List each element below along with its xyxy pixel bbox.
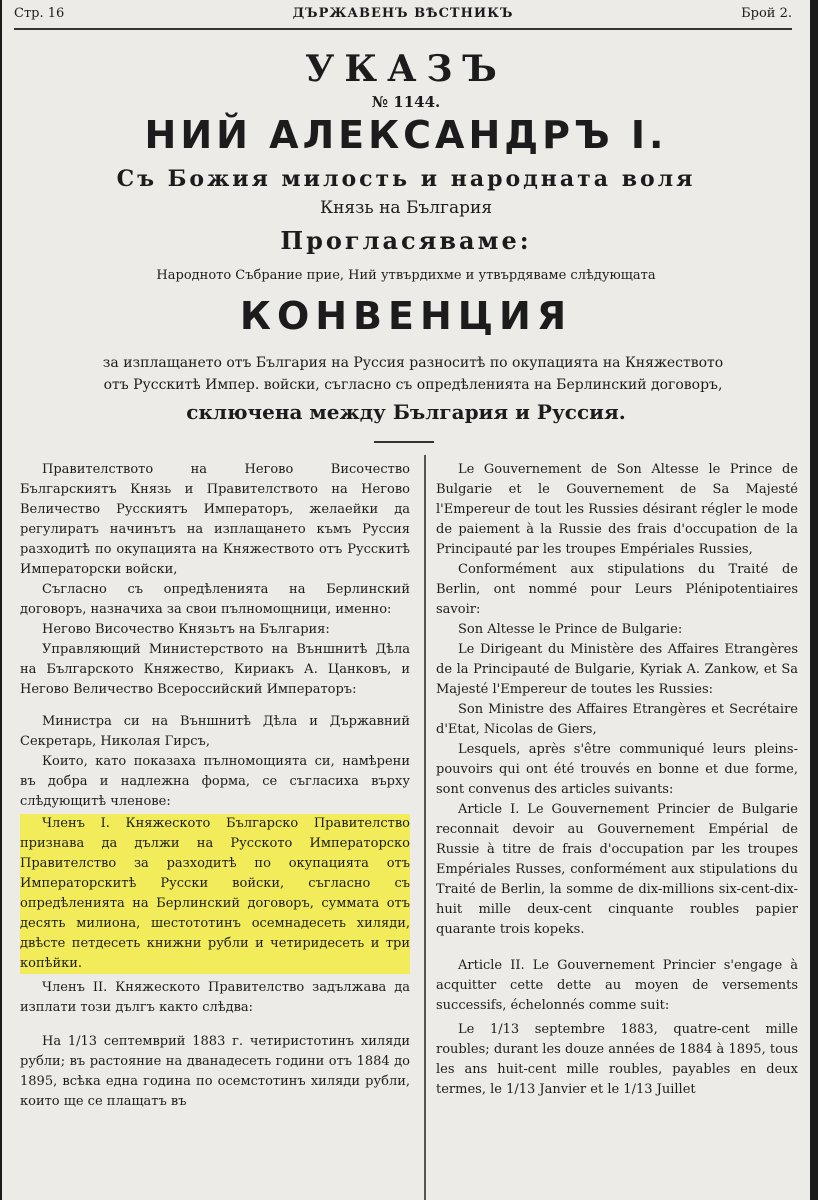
fr-article-1: Article I. Le Gouvernement Princier de Bulgarie reconnait devoir au Gouvernement Empérial de Russie à titre de frais d'occupation par les troupes Empériales Russes, conformément aux stipulations du Traité de Berlin, la somme de dix-millions six-cent-dix-huit mille deux-cent cinquante roubles papier quarante trois kopeks. (436, 802, 798, 937)
fr-paragraph-zankow: Le Dirigeant du Ministère des Affaires Etrangères de la Principauté de Bulgarie, Kyriak A. Zankow, et Sa Majesté l'Empereur de toutes les Russies: (436, 642, 798, 697)
bg-paragraph-zankov: Управляющий Министерството на Външнитѣ Дѣла на Българското Княжество, Кириакъ А. Цанковъ, и Негово Величество Всероссийский Императоръ: (20, 642, 410, 697)
fr-paragraph-preamble: Le Gouvernement de Son Altesse le Prince de Bulgarie et le Gouvernement de Sa Majesté l'Empereur de tout les Russies désirant régler le mode de paiement à la Russie des frais d'occupation de la Principauté par les troupes Empériales Russies, (436, 462, 798, 557)
convention-description (30, 352, 796, 396)
by-grace-line: Съ Божия милость и народната воля (116, 166, 696, 192)
assembly-line: Народното Събрание прие, Ний утвърдихме и утвърдяваме слѣдующата (156, 268, 656, 283)
page-number: Стр. 16 (14, 6, 65, 21)
bg-article-2: Членъ II. Княжеското Правителство задължава да изплати този дългъ както слѣдва: (20, 980, 410, 1015)
french-column (436, 460, 798, 1100)
fr-paragraph-agreed: Lesquels, après s'être communiqué leurs pleins-pouvoirs qui ont été trouvés en bonne et due forme, sont convenus des articles suivants: (436, 742, 798, 797)
concluded-line: сключена между България и Руссия. (186, 400, 626, 424)
proclaim-line: Прогласяваме: (280, 226, 532, 255)
header-rule (14, 28, 792, 30)
fr-paragraph-giers: Son Ministre des Affaires Etrangères et Secrétaire d'Etat, Nicolas de Giers, (436, 702, 798, 737)
section-rule (374, 441, 434, 443)
decree-number: № 1144. (371, 93, 441, 111)
bg-paragraph-payment: На 1/13 септемврий 1883 г. четиристотинъ хиляди рубли; въ растояние на дванадесеть години отъ 1884 до 1895, всѣка една година по осемстотинъ хиляди рубли, които ще се плащатъ въ (20, 1034, 410, 1109)
ruler-name: НИЙ АЛЕКСАНДРЪ I. (144, 113, 668, 157)
bg-paragraph-prince: Негово Височество Князьтъ на България: (42, 622, 330, 637)
bg-article-1-highlighted: Членъ I. Княжеското Българско Правителство признава да дължи на Русското Императорско Правителство за разходитѣ по окупацията отъ Императорскитѣ Русски войски, съгласно съ опредѣленията на Берлинский договоръ, суммата отъ десять милиона, шестототинъ осемнадесеть хиляди, двѣсте петдесеть книжни рубли и четиридесеть и три копѣйки. (20, 814, 410, 974)
column-divider (424, 455, 426, 1200)
decree-heading: УКАЗЪ (305, 48, 507, 90)
bg-paragraph-agreed: Които, като показаха пълномощията си, намѣрени въ добра и надлежна форма, се съгласиха върху слѣдующитѣ членове: (20, 754, 410, 809)
description-line-1: за изплащането отъ България на Руссия разноситѣ по окупацията на Княжеството (102, 355, 724, 371)
running-header (14, 6, 792, 24)
issue-number: Брой 2. (741, 6, 792, 21)
fr-paragraph-payment: Le 1/13 septembre 1883, quatre-cent mille roubles; durant les douze années de 1884 à 1895, tous les ans huit-cent mille roubles, payables en deux termes, le 1/13 Janvier et le 1/13 Juillet (436, 1022, 798, 1097)
bg-paragraph-giers: Министра си на Външнитѣ Дѣла и Държавний Секретарь, Николая Гирсъ, (20, 714, 410, 749)
bg-paragraph-preamble: Правителството на Негово Височество Българскиятъ Князь и Правителството на Негово Величество Русскиятъ Императоръ, желаейки да регулиратъ начинътъ на изплащането къмъ Руссия разходитѣ по окупацията на Княжеството отъ Русскитѣ Императорски войски, (20, 462, 410, 577)
newspaper-title: ДЪРЖАВЕНЪ ВѢСТНИКЪ (292, 6, 514, 21)
bulgarian-column (20, 460, 410, 1112)
prince-title: Князь на България (319, 198, 493, 218)
fr-paragraph-treaty: Conformément aux stipulations du Traité de Berlin, ont nommé pour Leurs Plénipotentiaires savoir: (436, 562, 798, 617)
fr-article-2: Article II. Le Gouvernement Princier s'engage à acquitter cette dette au moyen de versements successifs, échelonnés comme suit: (436, 958, 798, 1013)
fr-paragraph-prince: Son Altesse le Prince de Bulgarie: (458, 622, 683, 637)
description-line-2: отъ Русскитѣ Импер. войски, съгласно съ опредѣленията на Берлинский договоръ, (103, 377, 723, 393)
convention-heading: КОНВЕНЦИЯ (239, 294, 573, 338)
bg-paragraph-treaty: Съгласно съ опредѣленията на Берлинский договоръ, назначиха за свои пълномощници, именно: (20, 582, 410, 617)
newspaper-page (2, 0, 810, 1200)
